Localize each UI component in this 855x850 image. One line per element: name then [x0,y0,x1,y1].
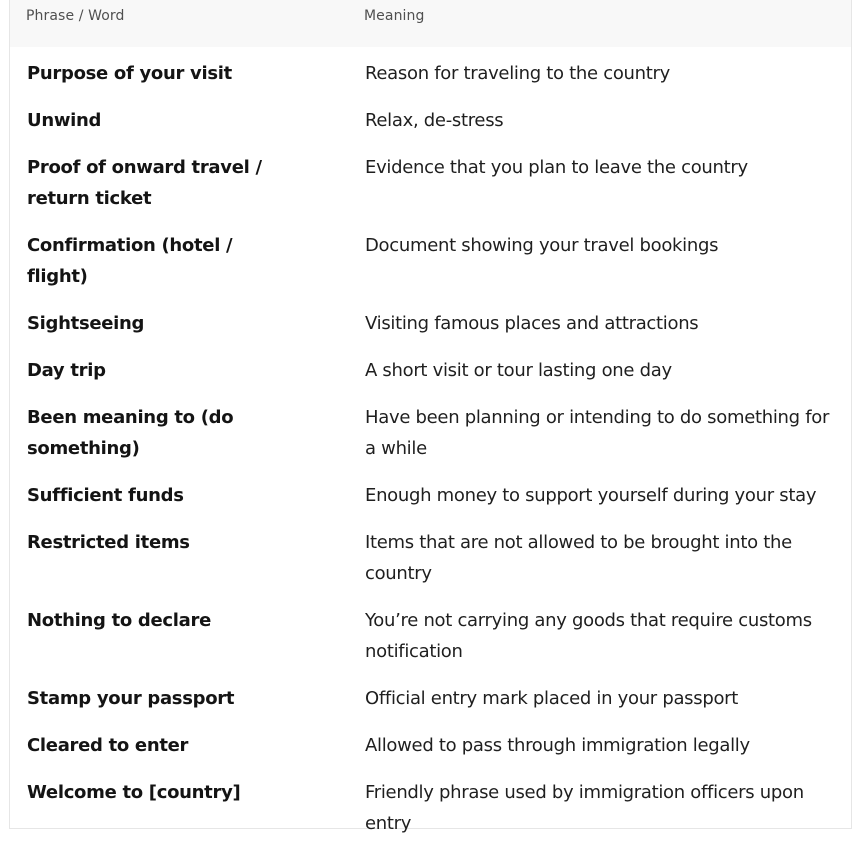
phrase-cell: Sightseeing [27,313,145,334]
meaning-cell: Evidence that you plan to leave the country [365,157,748,178]
meaning-cell: A short visit or tour lasting one day [365,360,672,381]
phrase-cell: Sufficient funds [27,485,184,506]
table-row [10,100,851,147]
table-row [10,522,851,600]
phrase-cell: Unwind [27,110,102,131]
table-row [10,475,851,522]
phrase-cell: Cleared to enter [27,735,189,756]
table-row [10,772,851,850]
header-meaning: Meaning [364,8,425,24]
meaning-cell: Document showing your travel bookings [365,235,719,256]
table-row [10,678,851,725]
phrase-cell: Confirmation (hotel / flight) [27,235,233,287]
meaning-cell: Allowed to pass through immigration legally [365,735,750,756]
meaning-cell: Reason for traveling to the country [365,63,670,84]
table-header-row [10,0,851,47]
phrase-cell: Stamp your passport [27,688,235,709]
meaning-cell: Friendly phrase used by immigration officers upon entry [365,782,804,834]
meaning-cell: Official entry mark placed in your passport [365,688,739,709]
meaning-cell: Visiting famous places and attractions [365,313,699,334]
phrase-cell: Nothing to declare [27,610,211,631]
phrase-cell: Proof of onward travel / return ticket [27,157,262,209]
vocabulary-table [9,0,852,834]
phrase-cell: Restricted items [27,532,190,553]
meaning-cell: Relax, de-stress [365,110,504,131]
phrase-cell: Day trip [27,360,106,381]
table-row [10,350,851,397]
table-row [10,53,851,100]
table-body [10,53,851,850]
phrase-cell: Welcome to [country] [27,782,241,803]
phrase-cell: Purpose of your visit [27,63,232,84]
meaning-cell: You’re not carrying any goods that require customs notification [365,610,812,662]
phrase-cell: Been meaning to (do something) [27,407,234,459]
table-row [10,600,851,678]
table-row [10,397,851,475]
table-row [10,725,851,772]
meaning-cell: Items that are not allowed to be brought into the country [365,532,792,584]
table-row [10,303,851,350]
header-phrase: Phrase / Word [26,8,125,24]
meaning-cell: Enough money to support yourself during your stay [365,485,817,506]
meaning-cell: Have been planning or intending to do something for a while [365,407,830,459]
table-row [10,147,851,225]
table-row [10,225,851,303]
